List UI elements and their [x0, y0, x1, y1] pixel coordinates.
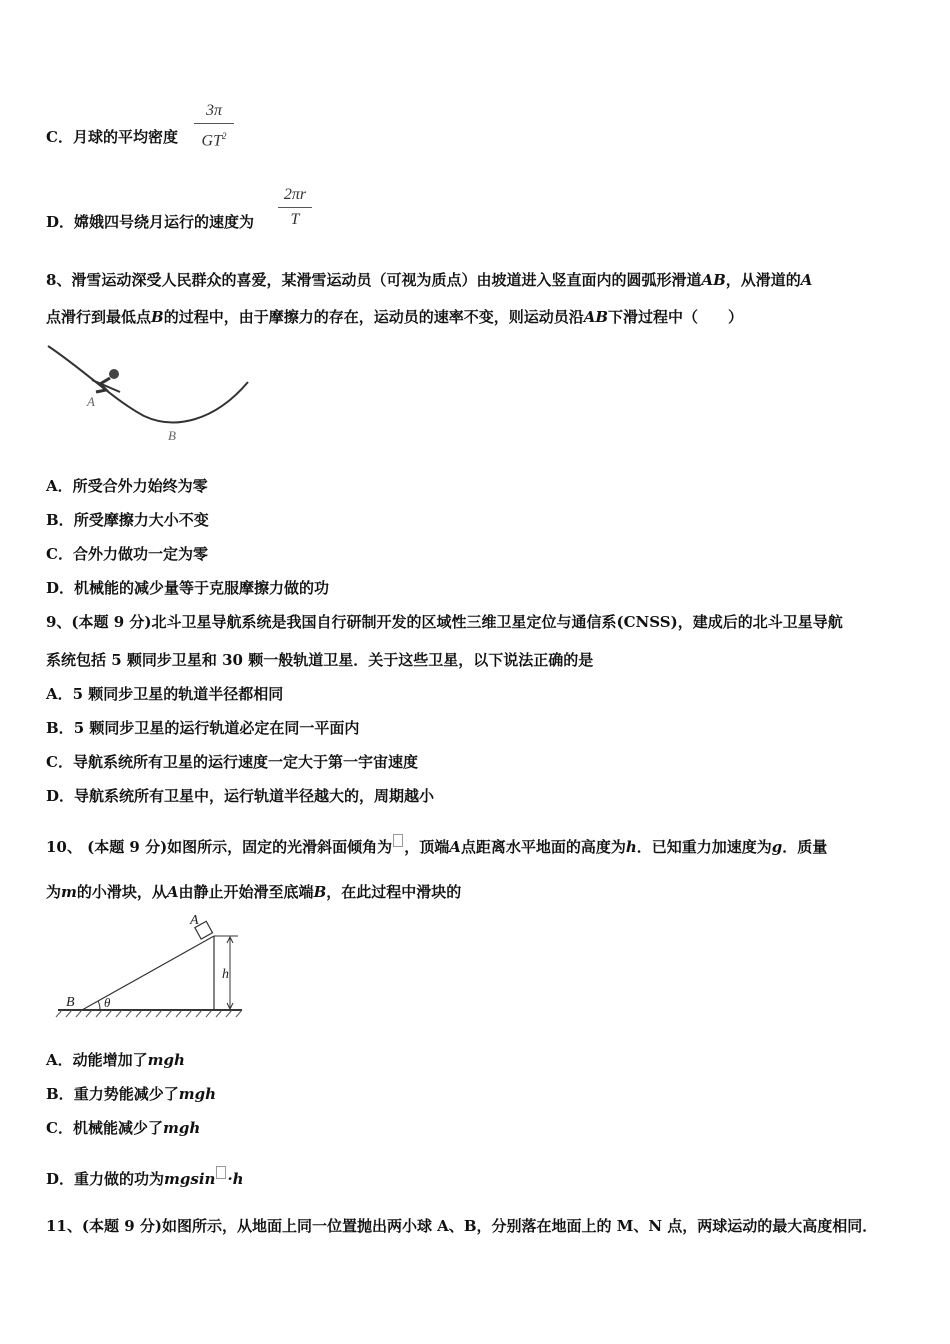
q9-option-c [46, 752, 418, 772]
q9-stem-line-1: 9、(本题 9 分)北斗卫星导航系统是我国自行研制开发的区域性三维卫星定位与通信系(CNSS)，建成后的北斗卫星导航 [46, 613, 843, 631]
q8-text: 下滑过程中（ ） [608, 308, 744, 326]
option-label: C． [46, 753, 73, 771]
option-text: 合外力做功一定为零 [72, 545, 208, 563]
label-theta: θ [104, 995, 111, 1010]
option-label: A． [46, 477, 73, 495]
option-text: 所受合外力始终为零 [72, 477, 208, 495]
option-label: C． [46, 545, 73, 563]
q10-text: ，在此过程中滑块的 [326, 883, 462, 901]
var-a: A [166, 883, 179, 901]
q7-option-c [46, 127, 178, 147]
label-h: h [222, 967, 229, 982]
option-expr: mgh [178, 1085, 216, 1103]
option-expr: mgh [162, 1119, 201, 1137]
option-text: 导航系统所有卫星中，运行轨道半径越大的，周期越小 [74, 787, 435, 805]
option-label: A． [46, 685, 73, 703]
q8-stem-line-2 [46, 307, 743, 327]
option-text: 重力做的功为 [74, 1170, 165, 1188]
q10-option-a [46, 1050, 185, 1070]
option-text: 5 颗同步卫星的轨道半径都相同 [72, 685, 284, 703]
q10-option-b [46, 1084, 216, 1104]
option-expr: mgh [147, 1051, 185, 1069]
q10-text: ．质量 [782, 838, 828, 856]
ground-hatching [56, 1010, 242, 1017]
q9-option-d [46, 786, 434, 806]
q11-stem-line-1: 11、(本题 9 分)如图所示，从地面上同一位置抛出两小球 A、B，分别落在地面上的 M、N 点，两球运动的最大高度相同． [46, 1217, 878, 1235]
q10-option-c [46, 1118, 200, 1138]
q8-text: 点滑行到最低点 [46, 308, 152, 326]
option-text: 5 颗同步卫星的运行轨道必定在同一平面内 [73, 719, 360, 737]
fraction-denominator: GT [201, 132, 222, 150]
incline-figure [52, 910, 248, 1022]
label-a: A [87, 394, 95, 409]
q8-option-a [46, 476, 208, 496]
option-label: C． [46, 1119, 73, 1137]
q10-text: 点距离水平地面的高度为 [460, 838, 626, 856]
q10-text: 由静止开始滑至底端 [178, 883, 314, 901]
q10-option-d [46, 1166, 244, 1189]
option-label: D． [46, 1170, 75, 1188]
missing-glyph-icon [216, 1166, 226, 1179]
incline-surface [82, 936, 214, 1010]
q9-option-a [46, 684, 283, 704]
option-label: B． [46, 511, 74, 529]
q9-stem-line-2: 系统包括 5 颗同步卫星和 30 颗一般轨道卫星．关于这些卫星，以下说法正确的是 [46, 651, 594, 669]
skier-icon [92, 369, 120, 392]
q9-option-b [46, 718, 359, 738]
var-ab: AB [583, 308, 609, 326]
q10-text: ．已知重力加速度为 [636, 838, 772, 856]
q8-text: 的过程中，由于摩擦力的存在，运动员的速率不变，则运动员沿 [163, 308, 584, 326]
option-text: 动能增加了 [72, 1051, 148, 1069]
option-label: D． [46, 787, 75, 805]
q8-text: ，从滑道的 [725, 271, 801, 289]
q10-text: 的小滑块，从 [76, 883, 167, 901]
label-b: B [66, 995, 75, 1010]
option-text: 机械能的减少量等于克服摩擦力做的功 [74, 579, 330, 597]
fraction-denominator: T [290, 211, 300, 228]
var-a: A [449, 838, 461, 856]
option-expr: mgsin [164, 1170, 216, 1188]
q7-option-d [46, 212, 254, 232]
option-label: B． [46, 1085, 74, 1103]
var-ab: AB [701, 271, 726, 289]
var-b: B [151, 308, 164, 326]
angle-arc [98, 1001, 100, 1010]
q8-stem-line-1 [46, 270, 812, 290]
option-text: 所受摩擦力大小不变 [73, 511, 209, 529]
option-expr: ·h [227, 1170, 244, 1188]
option-text: 重力势能减少了 [73, 1085, 179, 1103]
q10-text: ，顶端 [404, 838, 450, 856]
var-g: g [771, 838, 783, 856]
fraction-numerator: 2πr [283, 186, 307, 203]
option-text: 月球的平均密度 [72, 128, 178, 146]
q8-option-b [46, 510, 209, 530]
q10-stem-line-1 [46, 834, 827, 857]
var-m: m [61, 883, 77, 901]
q10-text: 为 [46, 883, 62, 901]
velocity-fraction [278, 186, 312, 229]
option-text: 导航系统所有卫星的运行速度一定大于第一宇宙速度 [72, 753, 418, 771]
fraction-numerator: 3π [205, 102, 222, 119]
ski-track-figure [44, 340, 254, 450]
label-a: A [190, 913, 199, 928]
q8-option-c [46, 544, 208, 564]
option-text: 机械能减少了 [72, 1119, 163, 1137]
var-b: B [313, 883, 327, 901]
option-text: 嫦娥四号绕月运行的速度为 [74, 213, 255, 231]
var-a: A [800, 271, 813, 289]
option-label: D． [46, 213, 75, 231]
missing-glyph-icon [393, 834, 403, 847]
option-label: C． [46, 128, 73, 146]
q8-text: 8、滑雪运动深受人民群众的喜爱，某滑雪运动员（可视为质点）由坡道进入竖直面内的圆弧形滑道 [46, 271, 702, 289]
q10-text: 10、 (本题 9 分)如图所示，固定的光滑斜面倾角为 [46, 838, 393, 856]
var-h: h [625, 838, 637, 856]
density-fraction [194, 102, 234, 150]
q10-stem-line-2 [46, 882, 461, 902]
label-b: B [168, 428, 176, 443]
option-label: D． [46, 579, 75, 597]
q8-option-d [46, 578, 329, 598]
option-label: B． [46, 719, 74, 737]
option-label: A． [46, 1051, 73, 1069]
fraction-exponent: 2 [221, 131, 227, 141]
arc-track [48, 346, 248, 422]
